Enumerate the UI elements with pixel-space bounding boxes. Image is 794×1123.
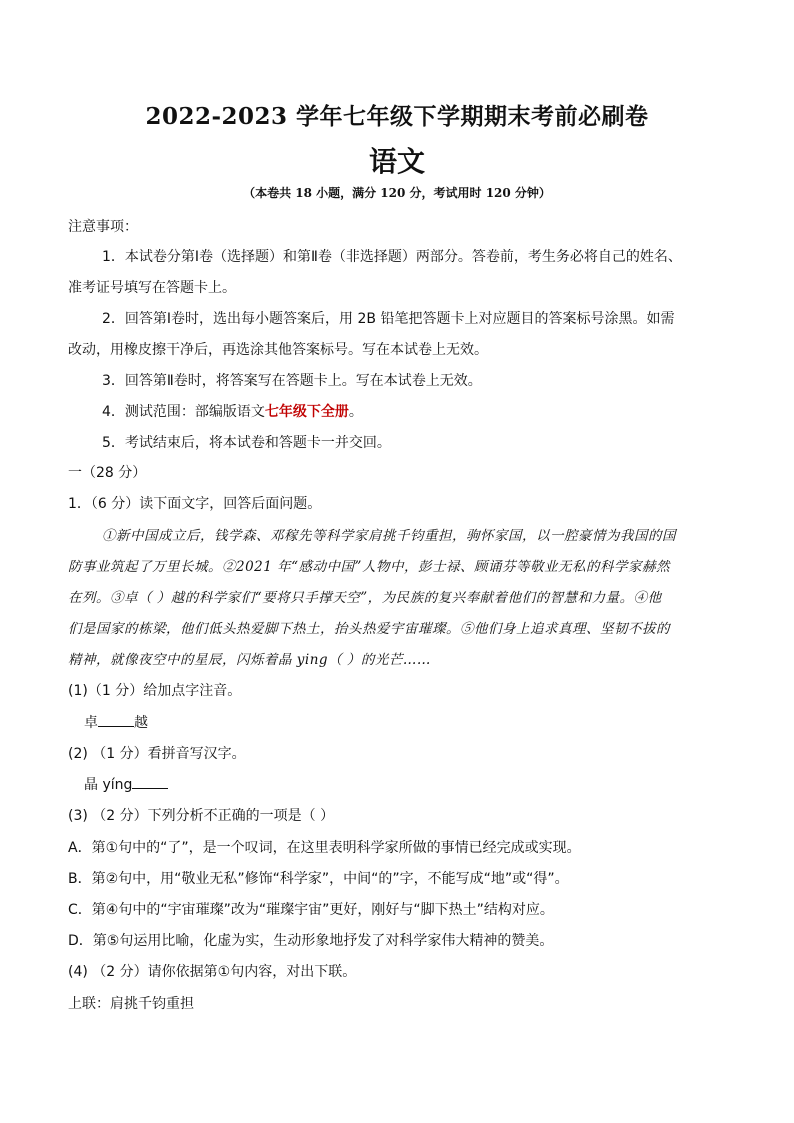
passage-line-2: 防事业筑起了万里长城。②2021 年“感动中国”人物中，彭士禄、顾诵芬等敬业无私的科学家赫然 xyxy=(68,559,670,575)
notice-item-4-prefix: 4．测试范围：部编版语文 xyxy=(102,404,265,420)
passage-line-4: 们是国家的栋梁，他们低头热爱脚下热土，抬头热爱宇宙璀璨。⑤他们身上追求真理、坚韧不拔的 xyxy=(68,621,670,637)
exam-title: 2022-2023 学年七年级下学期期末考前必刷卷 xyxy=(145,103,649,130)
answer-1-blank[interactable] xyxy=(98,712,134,727)
exam-info-note: （本卷共 18 小题，满分 120 分，考试用时 120 分钟） xyxy=(243,186,551,200)
notice-item-2-line-2: 改动，用橡皮擦干净后，再选涂其他答案标号。写在本试卷上无效。 xyxy=(68,342,488,358)
subquestion-2-label: (2) （1 分）看拼音写汉字。 xyxy=(68,746,246,762)
notice-item-4-scope: 七年级下全册 xyxy=(264,404,349,420)
passage-line-1: ①新中国成立后，钱学森、邓稼先等科学家肩挑千钧重担，驹怀家国，以一腔豪情为我国的国 xyxy=(102,528,676,544)
subquestion-4-label: (4) （2 分）请你依据第①句内容，对出下联。 xyxy=(68,964,357,980)
notice-item-1-line-1: 1．本试卷分第Ⅰ卷（选择题）和第Ⅱ卷（非选择题）两部分。答卷前，考生务必将自己的姓名、 xyxy=(102,249,682,265)
option-c: C．第④句中的“宇宙璀璨”改为“璀璨宇宙”更好，刚好与“脚下热土”结构对应。 xyxy=(68,902,554,918)
notice-item-4 xyxy=(102,401,728,423)
question-1-stem: 1．（6 分）读下面文字，回答后面问题。 xyxy=(68,496,322,512)
answer-2-prefix: 晶 yíng xyxy=(84,777,133,793)
subquestion-1-label: (1)（1 分）给加点字注音。 xyxy=(68,683,242,699)
subquestion-1-answer xyxy=(84,712,744,734)
option-a: A．第①句中的“了”，是一个叹词，在这里表明科学家所做的事情已经完成或实现。 xyxy=(68,840,581,856)
notice-item-2-line-1: 2．回答第Ⅰ卷时，选出每小题答案后，用 2B 铅笔把答题卡上对应题目的答案标号涂黑。如需 xyxy=(102,311,675,327)
couplet-upper: 上联：肩挑千钧重担 xyxy=(68,996,194,1012)
passage-line-3: 在列。③卓（ ）越的科学家们“要将只手撑天空”，为民族的复兴奉献着他们的智慧和力量。④他 xyxy=(68,590,662,606)
notice-item-3: 3．回答第Ⅱ卷时，将答案写在答题卡上。写在本试卷上无效。 xyxy=(102,373,482,389)
subquestion-3-label: (3) （2 分）下列分析不正确的一项是（ ） xyxy=(68,808,335,824)
subquestion-2-answer xyxy=(84,774,744,796)
notice-heading: 注意事项： xyxy=(68,219,138,235)
notice-item-4-suffix: 。 xyxy=(348,404,363,420)
passage-line-5: 精神，就像夜空中的星辰，闪烁着晶 ying（ ）的光芒…… xyxy=(68,652,431,668)
answer-1-suffix: 越 xyxy=(134,715,148,731)
notice-item-5: 5．考试结束后，将本试卷和答题卡一并交回。 xyxy=(102,435,391,451)
exam-subject: 语文 xyxy=(368,145,425,178)
notice-item-1-line-2: 准考证号填写在答题卡上。 xyxy=(68,280,236,296)
answer-2-blank[interactable] xyxy=(132,774,168,789)
section-heading: 一（28 分） xyxy=(68,465,147,481)
option-d: D．第⑤句运用比喻，化虚为实，生动形象地抒发了对科学家伟大精神的赞美。 xyxy=(68,933,554,949)
answer-1-prefix: 卓 xyxy=(84,715,98,731)
option-b: B．第②句中，用“敬业无私”修饰“科学家”，中间“的”字，不能写成“地”或“得”。 xyxy=(68,871,569,887)
